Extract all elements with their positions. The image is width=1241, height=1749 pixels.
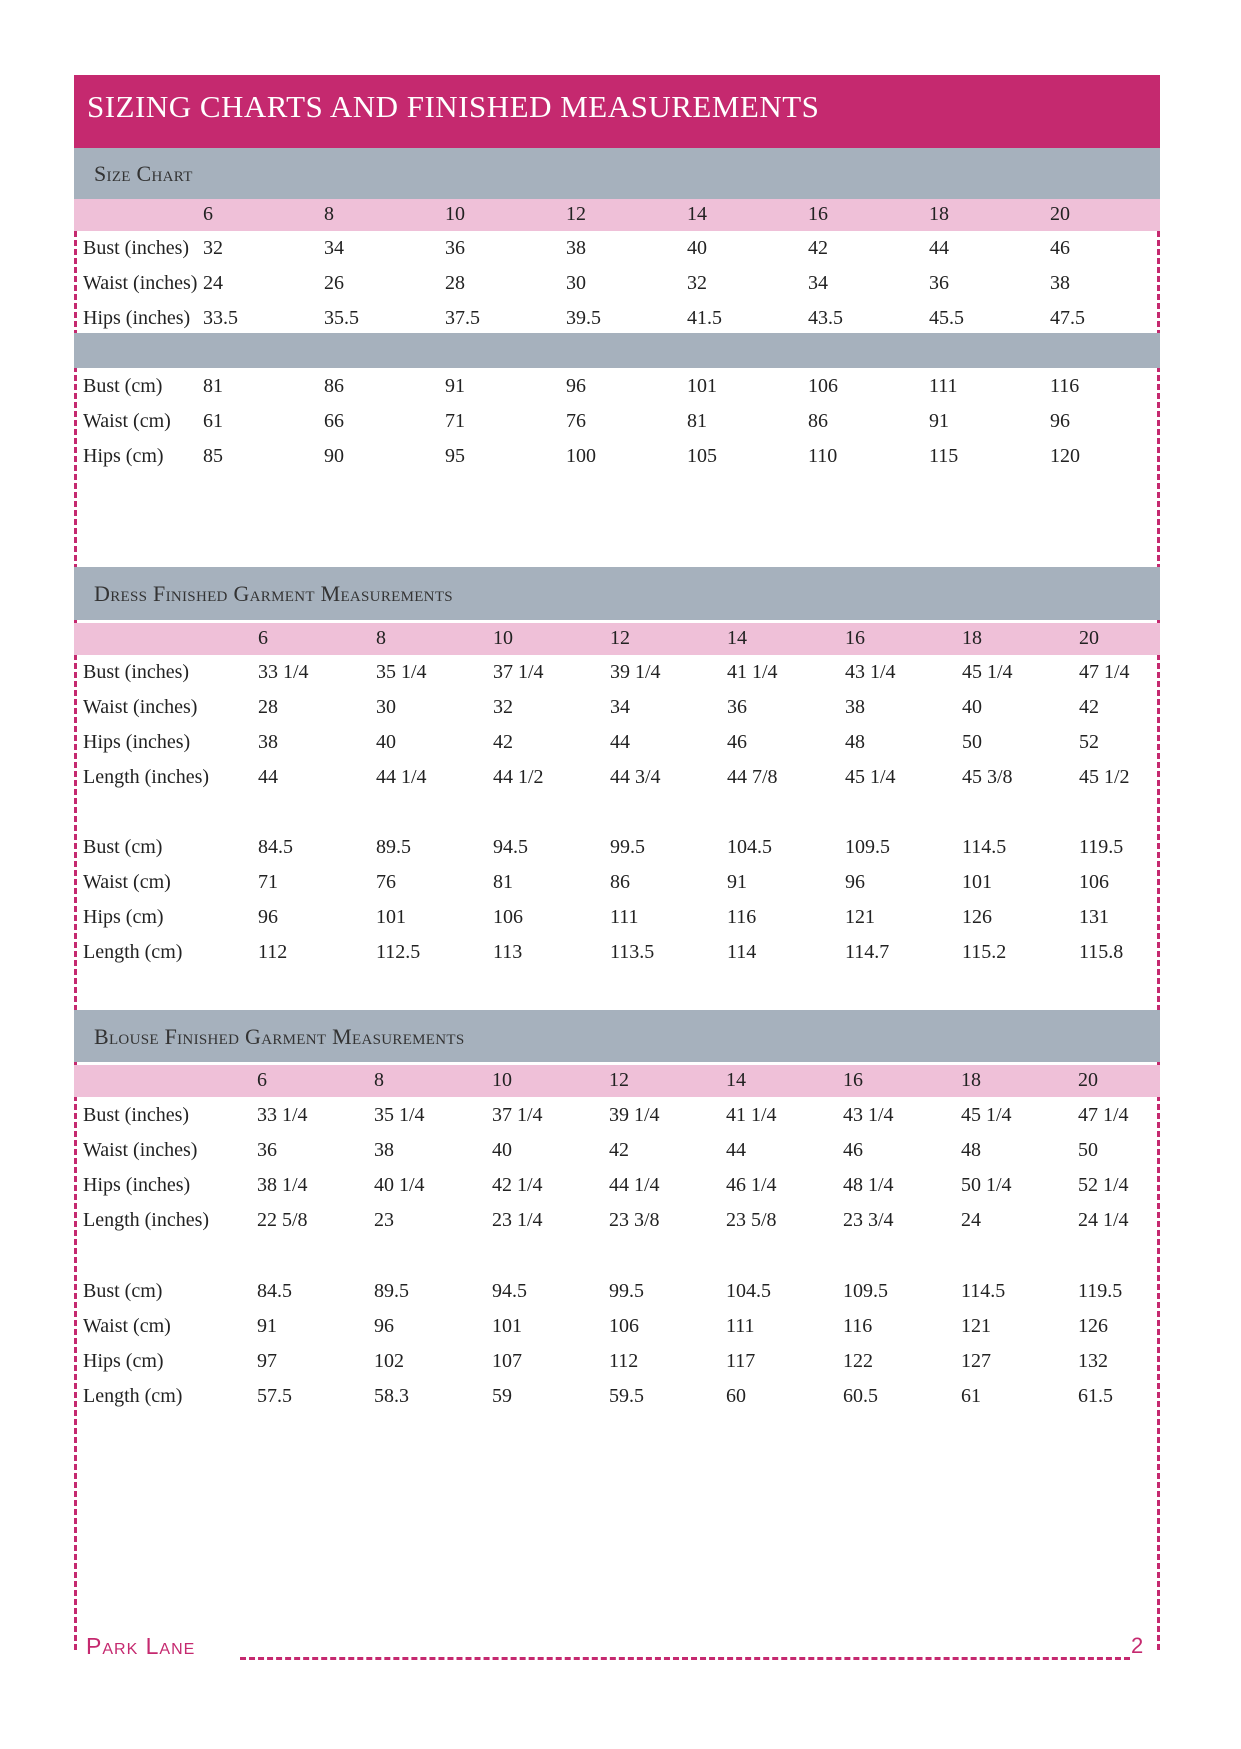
table-cell: 81 — [203, 375, 223, 397]
table-cell: 40 — [492, 1139, 512, 1161]
size-header-cell: 16 — [843, 1069, 863, 1091]
table-cell: 34 — [324, 237, 344, 259]
table-cell: 101 — [376, 906, 406, 928]
size-header-cell: 18 — [961, 1069, 981, 1091]
size-chart-size-row — [74, 199, 1160, 231]
table-cell: 81 — [687, 410, 707, 432]
table-cell: 22 5/8 — [257, 1209, 308, 1231]
table-cell: 122 — [843, 1350, 873, 1372]
table-cell: 40 1/4 — [374, 1174, 425, 1196]
table-cell: 28 — [258, 696, 278, 718]
table-cell: 41.5 — [687, 307, 722, 329]
table-cell: 36 — [257, 1139, 277, 1161]
table-cell: 44 1/4 — [609, 1174, 660, 1196]
page-number: 2 — [1131, 1633, 1144, 1658]
table-cell: 109.5 — [843, 1280, 888, 1302]
table-cell: 32 — [493, 696, 513, 718]
table-cell: 102 — [374, 1350, 404, 1372]
table-cell: 40 — [376, 731, 396, 753]
table-cell: 39 1/4 — [609, 1104, 660, 1126]
table-cell: 42 — [808, 237, 828, 259]
table-cell: 26 — [324, 272, 344, 294]
table-cell: 121 — [845, 906, 875, 928]
table-cell: 76 — [566, 410, 586, 432]
table-cell: 112.5 — [376, 941, 421, 963]
table-cell: 52 — [1079, 731, 1099, 753]
table-cell: 43 1/4 — [843, 1104, 894, 1126]
table-cell: 104.5 — [726, 1280, 771, 1302]
table-cell: 40 — [687, 237, 707, 259]
size-header-cell: 12 — [609, 1069, 629, 1091]
size-header-cell: 12 — [566, 203, 586, 225]
table-cell: 96 — [258, 906, 278, 928]
table-cell: 66 — [324, 410, 344, 432]
table-cell: 119.5 — [1078, 1280, 1123, 1302]
table-cell: 40 — [962, 696, 982, 718]
table-cell: 91 — [445, 375, 465, 397]
row-label: Length (inches) — [83, 1209, 210, 1231]
table-cell: 34 — [808, 272, 828, 294]
table-cell: 35.5 — [324, 307, 359, 329]
table-cell: 113 — [493, 941, 523, 963]
table-cell: 38 1/4 — [257, 1174, 308, 1196]
table-cell: 38 — [374, 1139, 394, 1161]
table-cell: 127 — [961, 1350, 991, 1372]
table-cell: 44 1/4 — [376, 766, 427, 788]
size-chart-header — [74, 148, 1160, 199]
table-cell: 52 1/4 — [1078, 1174, 1129, 1196]
table-cell: 116 — [1050, 375, 1080, 397]
table-cell: 76 — [376, 871, 396, 893]
row-label: Waist (inches) — [83, 272, 198, 294]
row-label: Length (cm) — [83, 941, 183, 963]
table-cell: 38 — [1050, 272, 1070, 294]
table-cell: 50 1/4 — [961, 1174, 1012, 1196]
table-cell: 117 — [726, 1350, 756, 1372]
table-cell: 46 — [1050, 237, 1070, 259]
row-label: Hips (cm) — [83, 906, 164, 928]
table-cell: 35 1/4 — [376, 661, 427, 683]
table-cell: 106 — [609, 1315, 639, 1337]
table-cell: 36 — [929, 272, 949, 294]
table-cell: 41 1/4 — [727, 661, 778, 683]
table-cell: 33 1/4 — [258, 661, 309, 683]
table-cell: 44 3/4 — [610, 766, 661, 788]
size-header-cell: 8 — [324, 203, 334, 225]
row-label: Hips (inches) — [83, 731, 191, 753]
table-cell: 120 — [1050, 445, 1080, 467]
table-cell: 23 3/8 — [609, 1209, 660, 1231]
row-label: Bust (inches) — [83, 1104, 190, 1126]
table-cell: 59 — [492, 1385, 512, 1407]
row-label: Bust (cm) — [83, 1280, 163, 1302]
bottom-dashed-border — [240, 1657, 1130, 1660]
table-cell: 50 — [1078, 1139, 1098, 1161]
table-cell: 60 — [726, 1385, 746, 1407]
row-label: Bust (inches) — [83, 661, 190, 683]
table-cell: 115.8 — [1079, 941, 1124, 963]
table-cell: 94.5 — [493, 836, 528, 858]
table-cell: 86 — [610, 871, 630, 893]
row-label: Hips (cm) — [83, 445, 164, 467]
table-cell: 115 — [929, 445, 959, 467]
table-cell: 99.5 — [610, 836, 645, 858]
table-cell: 114.5 — [962, 836, 1007, 858]
table-cell: 90 — [324, 445, 344, 467]
table-cell: 121 — [961, 1315, 991, 1337]
table-cell: 101 — [492, 1315, 522, 1337]
table-cell: 104.5 — [727, 836, 772, 858]
table-cell: 81 — [493, 871, 513, 893]
table-cell: 112 — [258, 941, 288, 963]
table-cell: 116 — [843, 1315, 873, 1337]
size-header-cell: 10 — [445, 203, 465, 225]
size-header-cell: 20 — [1079, 627, 1099, 649]
table-cell: 101 — [687, 375, 717, 397]
table-cell: 106 — [808, 375, 838, 397]
table-cell: 110 — [808, 445, 838, 467]
table-cell: 60.5 — [843, 1385, 878, 1407]
table-cell: 39 1/4 — [610, 661, 661, 683]
table-cell: 43.5 — [808, 307, 843, 329]
dress-heading: Dress Finished Garment Measurements — [94, 581, 453, 606]
table-cell: 99.5 — [609, 1280, 644, 1302]
table-cell: 58.3 — [374, 1385, 409, 1407]
size-header-cell: 20 — [1050, 203, 1070, 225]
row-label: Bust (cm) — [83, 375, 163, 397]
blouse-heading: Blouse Finished Garment Measurements — [94, 1024, 465, 1049]
table-cell: 114 — [727, 941, 757, 963]
table-cell: 44 — [258, 766, 278, 788]
table-cell: 33 1/4 — [257, 1104, 308, 1126]
row-label: Waist (cm) — [83, 1315, 171, 1337]
table-cell: 34 — [610, 696, 630, 718]
row-label: Bust (inches) — [83, 237, 190, 259]
size-chart-heading: Size Chart — [94, 161, 193, 186]
table-cell: 96 — [374, 1315, 394, 1337]
table-cell: 35 1/4 — [374, 1104, 425, 1126]
table-cell: 38 — [845, 696, 865, 718]
table-cell: 112 — [609, 1350, 639, 1372]
table-cell: 24 — [203, 272, 223, 294]
table-cell: 41 1/4 — [726, 1104, 777, 1126]
page-title: SIZING CHARTS AND FINISHED MEASUREMENTS — [87, 89, 820, 124]
table-cell: 43 1/4 — [845, 661, 896, 683]
size-header-cell: 10 — [493, 627, 513, 649]
table-cell: 105 — [687, 445, 717, 467]
size-chart-divider-band — [74, 333, 1160, 368]
table-cell: 48 1/4 — [843, 1174, 894, 1196]
table-cell: 96 — [566, 375, 586, 397]
table-cell: 23 1/4 — [492, 1209, 543, 1231]
table-cell: 47.5 — [1050, 307, 1085, 329]
table-cell: 116 — [727, 906, 757, 928]
table-cell: 131 — [1079, 906, 1109, 928]
table-cell: 24 1/4 — [1078, 1209, 1129, 1231]
table-cell: 33.5 — [203, 307, 238, 329]
table-cell: 44 — [726, 1139, 746, 1161]
table-cell: 61 — [203, 410, 223, 432]
table-cell: 109.5 — [845, 836, 890, 858]
table-cell: 96 — [1050, 410, 1070, 432]
table-cell: 61 — [961, 1385, 981, 1407]
table-cell: 126 — [1078, 1315, 1108, 1337]
table-cell: 44 7/8 — [727, 766, 778, 788]
size-header-cell: 8 — [376, 627, 386, 649]
table-cell: 106 — [1079, 871, 1109, 893]
table-cell: 84.5 — [258, 836, 293, 858]
table-cell: 50 — [962, 731, 982, 753]
table-cell: 111 — [610, 906, 639, 928]
table-cell: 114.7 — [845, 941, 890, 963]
table-cell: 37.5 — [445, 307, 480, 329]
table-cell: 111 — [929, 375, 958, 397]
table-cell: 91 — [727, 871, 747, 893]
size-header-cell: 10 — [492, 1069, 512, 1091]
table-cell: 113.5 — [610, 941, 655, 963]
table-cell: 36 — [727, 696, 747, 718]
table-cell: 37 1/4 — [492, 1104, 543, 1126]
table-cell: 100 — [566, 445, 596, 467]
table-cell: 39.5 — [566, 307, 601, 329]
row-label: Length (cm) — [83, 1385, 183, 1407]
table-cell: 91 — [257, 1315, 277, 1337]
size-header-cell: 18 — [929, 203, 949, 225]
row-label: Hips (cm) — [83, 1350, 164, 1372]
table-cell: 23 — [374, 1209, 394, 1231]
size-header-cell: 14 — [687, 203, 707, 225]
table-cell: 47 1/4 — [1078, 1104, 1129, 1126]
table-cell: 114.5 — [961, 1280, 1006, 1302]
size-header-cell: 6 — [257, 1069, 267, 1091]
size-header-cell: 12 — [610, 627, 630, 649]
table-cell: 38 — [258, 731, 278, 753]
footer-brand: Park Lane — [86, 1633, 196, 1659]
table-cell: 32 — [203, 237, 223, 259]
row-label: Waist (inches) — [83, 1139, 198, 1161]
table-cell: 38 — [566, 237, 586, 259]
size-header-cell: 18 — [962, 627, 982, 649]
size-header-cell: 14 — [727, 627, 747, 649]
table-cell: 46 1/4 — [726, 1174, 777, 1196]
table-cell: 45 1/2 — [1079, 766, 1130, 788]
table-cell: 47 1/4 — [1079, 661, 1130, 683]
blouse-header — [74, 1010, 1160, 1062]
table-cell: 44 1/2 — [493, 766, 544, 788]
table-cell: 71 — [445, 410, 465, 432]
table-cell: 132 — [1078, 1350, 1108, 1372]
right-dashed-border — [1157, 150, 1160, 1650]
size-header-cell: 20 — [1078, 1069, 1098, 1091]
table-cell: 106 — [493, 906, 523, 928]
table-cell: 86 — [808, 410, 828, 432]
table-cell: 59.5 — [609, 1385, 644, 1407]
table-cell: 57.5 — [257, 1385, 292, 1407]
row-label: Hips (inches) — [83, 307, 191, 329]
table-cell: 94.5 — [492, 1280, 527, 1302]
table-cell: 86 — [324, 375, 344, 397]
table-cell: 46 — [727, 731, 747, 753]
table-cell: 95 — [445, 445, 465, 467]
table-cell: 61.5 — [1078, 1385, 1113, 1407]
table-cell: 37 1/4 — [493, 661, 544, 683]
table-cell: 119.5 — [1079, 836, 1124, 858]
title-bar — [74, 75, 1160, 148]
table-cell: 48 — [845, 731, 865, 753]
row-label: Hips (inches) — [83, 1174, 191, 1196]
table-cell: 45 1/4 — [845, 766, 896, 788]
left-dashed-border — [74, 150, 77, 1650]
table-cell: 28 — [445, 272, 465, 294]
table-cell: 45 1/4 — [962, 661, 1013, 683]
table-cell: 36 — [445, 237, 465, 259]
dress-header — [74, 567, 1160, 620]
table-cell: 89.5 — [376, 836, 411, 858]
table-cell: 24 — [961, 1209, 981, 1231]
size-header-cell: 8 — [374, 1069, 384, 1091]
size-header-cell: 6 — [203, 203, 213, 225]
table-cell: 111 — [726, 1315, 755, 1337]
table-cell: 23 5/8 — [726, 1209, 777, 1231]
table-cell: 89.5 — [374, 1280, 409, 1302]
table-cell: 91 — [929, 410, 949, 432]
size-header-cell: 16 — [808, 203, 828, 225]
row-label: Bust (cm) — [83, 836, 163, 858]
table-cell: 126 — [962, 906, 992, 928]
table-cell: 45 1/4 — [961, 1104, 1012, 1126]
table-cell: 32 — [687, 272, 707, 294]
table-cell: 23 3/4 — [843, 1209, 894, 1231]
table-cell: 42 — [493, 731, 513, 753]
size-header-cell: 16 — [845, 627, 865, 649]
table-cell: 48 — [961, 1139, 981, 1161]
table-cell: 45.5 — [929, 307, 964, 329]
table-cell: 44 — [610, 731, 630, 753]
table-cell: 46 — [843, 1139, 863, 1161]
row-label: Waist (cm) — [83, 871, 171, 893]
table-cell: 30 — [566, 272, 586, 294]
table-cell: 85 — [203, 445, 223, 467]
size-header-cell: 14 — [726, 1069, 746, 1091]
table-cell: 44 — [929, 237, 949, 259]
table-cell: 45 3/8 — [962, 766, 1013, 788]
table-cell: 107 — [492, 1350, 522, 1372]
table-cell: 42 — [1079, 696, 1099, 718]
table-cell: 97 — [257, 1350, 277, 1372]
table-cell: 30 — [376, 696, 396, 718]
row-label: Length (inches) — [83, 766, 210, 788]
table-cell: 42 — [609, 1139, 629, 1161]
table-cell: 42 1/4 — [492, 1174, 543, 1196]
size-header-cell: 6 — [258, 627, 268, 649]
table-cell: 71 — [258, 871, 278, 893]
row-label: Waist (cm) — [83, 410, 171, 432]
table-cell: 96 — [845, 871, 865, 893]
row-label: Waist (inches) — [83, 696, 198, 718]
table-cell: 115.2 — [962, 941, 1007, 963]
table-cell: 101 — [962, 871, 992, 893]
table-cell: 84.5 — [257, 1280, 292, 1302]
